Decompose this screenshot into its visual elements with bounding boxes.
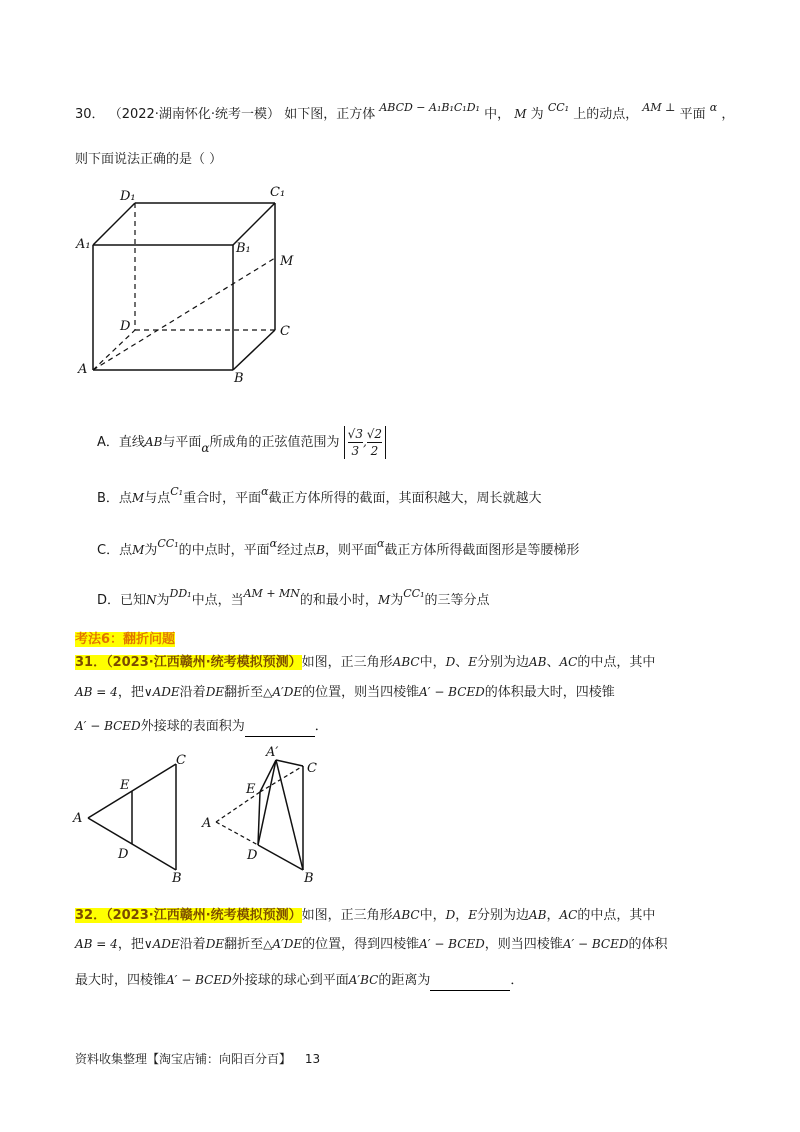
q30-line1 xyxy=(75,101,735,125)
option-text: ，则平面 xyxy=(324,543,377,558)
option-text: 中点，当 xyxy=(191,593,244,608)
var-b: B xyxy=(316,543,325,557)
label-d: D xyxy=(247,848,258,863)
var-alpha: α xyxy=(261,485,269,498)
var-cc1: CC₁ xyxy=(403,587,425,600)
q30-number: 30． xyxy=(75,107,105,122)
option-text: 为 xyxy=(144,543,158,558)
var-ab: AB xyxy=(529,655,547,669)
var-triangle: △A′DE xyxy=(263,685,303,699)
edge-db xyxy=(258,845,303,870)
option-text: 的中点时，平面 xyxy=(178,543,270,558)
frac-num: √2 xyxy=(366,427,383,441)
q31-text: 如图，正三角形 xyxy=(301,655,393,670)
option-text: 所成角的正弦值范围为 xyxy=(209,435,340,450)
edge-ad-dashed xyxy=(216,822,258,845)
var-de: DE xyxy=(205,685,225,699)
label-b: B xyxy=(234,371,244,385)
option-text: 与点 xyxy=(144,491,171,506)
frac-num: √3 xyxy=(347,427,363,441)
q32-text: 如图，正三角形 xyxy=(301,908,393,923)
expr-ab-eq-4: AB = 4 xyxy=(75,685,118,699)
var-plane-apbc: A′BC xyxy=(348,973,379,987)
var-alpha: α xyxy=(376,537,385,550)
label-a: A xyxy=(78,362,88,377)
q32-text: 最大时，四棱锥 xyxy=(75,973,167,988)
q30-text: ， xyxy=(721,107,735,122)
option-text: A．直线 xyxy=(97,435,145,450)
q32-text: 沿着 xyxy=(179,937,206,952)
frac-den: 2 xyxy=(370,444,379,458)
var-alpha: α xyxy=(201,441,210,455)
var-pyramid: A′ − BCED xyxy=(419,937,485,951)
q32-text: ，则当四棱锥 xyxy=(484,937,563,952)
var-e: E xyxy=(468,655,477,669)
cube-name: ABCD − A₁B₁C₁D₁ xyxy=(379,101,480,114)
answer-blank[interactable] xyxy=(245,723,315,737)
label-a: A xyxy=(202,816,212,831)
var-m: M xyxy=(514,107,527,121)
edge-apd xyxy=(258,760,276,845)
section-title: 考法6：翻折问题 xyxy=(75,632,176,647)
q30-text: 中， xyxy=(484,107,511,122)
var-e: E xyxy=(468,908,477,922)
label-a1: A₁ xyxy=(76,237,91,252)
range-bracket: $\frac{√3}{3}$ , $\frac{√2}{2}$ xyxy=(344,426,386,459)
label-d: D xyxy=(118,847,129,862)
var-triangle: △A′DE xyxy=(263,937,303,951)
q31-line2 xyxy=(75,682,615,703)
q31-number: 31． xyxy=(75,655,107,670)
q32-number: 32． xyxy=(75,908,107,923)
var-m: M xyxy=(377,593,391,607)
q32-line1 xyxy=(75,905,655,926)
q32-text: ， xyxy=(455,908,469,923)
var-pyramid: A′ − BCED xyxy=(75,719,141,733)
q32-text: 的中点，其中 xyxy=(577,908,656,923)
edge-apb xyxy=(276,760,303,870)
edge-apc xyxy=(276,760,303,766)
label-c: C xyxy=(307,761,317,776)
q31-text: 、 xyxy=(546,655,560,670)
option-text: B．点 xyxy=(97,491,132,506)
label-d1: D₁ xyxy=(120,189,136,204)
edge-bc xyxy=(233,330,275,370)
expr-am-plus-mn: AM + MN xyxy=(243,587,300,600)
label-c1: C₁ xyxy=(270,185,286,200)
segment-am xyxy=(93,258,275,370)
q31-text: 分别为边 xyxy=(476,655,529,670)
q30-option-d xyxy=(97,587,490,611)
option-text: 重合时，平面 xyxy=(183,491,262,506)
q32-text: ，把 xyxy=(117,937,144,952)
option-text: 的和最小时， xyxy=(299,593,378,608)
var-cc1: CC₁ xyxy=(157,537,179,550)
var-m: M xyxy=(132,543,145,557)
q30-option-c xyxy=(97,537,580,561)
q30-option-b xyxy=(97,485,542,509)
var-de: DE xyxy=(205,937,225,951)
label-c: C xyxy=(280,324,290,339)
var-ac: AC xyxy=(559,908,578,922)
label-c: C xyxy=(176,753,186,768)
var-m: M xyxy=(131,491,145,505)
expr-am-perp: AM ⊥ xyxy=(642,101,676,114)
triangle-figure xyxy=(70,750,195,885)
option-text: 与平面 xyxy=(162,435,202,450)
var-abc: ABC xyxy=(392,908,420,922)
section-heading xyxy=(75,630,175,650)
q30-text: 为 xyxy=(530,107,544,122)
q30-text: 上的动点， xyxy=(573,107,639,122)
option-text: C．点 xyxy=(97,543,133,558)
option-text: 的三等分点 xyxy=(424,593,490,608)
label-a: A xyxy=(73,811,83,826)
var-dd1: DD₁ xyxy=(169,587,192,600)
q32-text: 翻折至 xyxy=(224,937,264,952)
option-text: D．已知 xyxy=(97,593,147,608)
q30-line2: 则下面说法正确的是（ ） xyxy=(75,152,223,167)
label-e: E xyxy=(120,778,130,793)
q31-line1 xyxy=(75,652,655,673)
frac-den: 3 xyxy=(351,444,360,458)
var-cc1: CC₁ xyxy=(547,101,570,114)
q30-text: 平面 xyxy=(679,107,706,122)
label-b1: B₁ xyxy=(236,241,251,256)
q32-text: 的体积 xyxy=(628,937,668,952)
q32-text: ， xyxy=(546,908,560,923)
q31-text: ． xyxy=(314,719,328,734)
q32-line3 xyxy=(75,970,523,991)
q30-source: （2022·湖南怀化·统考一模） xyxy=(108,107,281,122)
q31-text: 、 xyxy=(455,655,469,670)
q31-text: 的位置，则当四棱锥 xyxy=(302,685,420,700)
q30-text: 如下图，正方体 xyxy=(284,107,376,122)
var-ab: AB xyxy=(529,908,547,922)
var-ab: AB xyxy=(144,435,163,449)
var-pyramid: A′ − BCED xyxy=(166,973,232,987)
footer-text: 资料收集整理【淘宝店铺：向阳百分百】 xyxy=(75,1052,292,1066)
cube-figure xyxy=(70,180,310,385)
q32-text: 中， xyxy=(419,908,446,923)
label-b: B xyxy=(172,871,182,885)
fraction-sqrt2-over-2 xyxy=(367,426,382,459)
q31-text: 外接球的表面积为 xyxy=(140,719,245,734)
option-text: 为 xyxy=(390,593,404,608)
q31-source: （2023·江西赣州·统考模拟预测） xyxy=(106,655,302,670)
edge-ad-hidden xyxy=(93,330,135,370)
var-pyramid: A′ − BCED xyxy=(419,685,485,699)
q32-text: 的位置，得到四棱锥 xyxy=(302,937,420,952)
page-number: 13 xyxy=(304,1052,321,1066)
page-footer xyxy=(75,1050,320,1067)
q32-text: 的距离为 xyxy=(378,973,431,988)
answer-blank[interactable] xyxy=(430,977,510,991)
q31-text: ，把 xyxy=(117,685,144,700)
q31-text: 中， xyxy=(419,655,446,670)
q31-text: 的体积最大时，四棱锥 xyxy=(484,685,615,700)
q31-text: 的中点，其中 xyxy=(577,655,656,670)
q32-line2 xyxy=(75,934,668,955)
edge-b1c1 xyxy=(233,203,275,245)
var-abc: ABC xyxy=(392,655,420,669)
label-e: E xyxy=(246,782,256,797)
q32-text: ． xyxy=(510,973,524,988)
option-text: 为 xyxy=(156,593,170,608)
var-ade: ∨ADE xyxy=(143,937,180,951)
q30-option-a xyxy=(97,426,386,459)
edge-a1d1 xyxy=(93,203,135,245)
option-text: 截正方体所得截面图形是等腰梯形 xyxy=(384,543,580,558)
q32-text: 外接球的球心到平面 xyxy=(231,973,349,988)
q31-line3 xyxy=(75,716,328,737)
var-ade: ∨ADE xyxy=(143,685,180,699)
q31-text: 翻折至 xyxy=(224,685,264,700)
label-b: B xyxy=(304,871,314,886)
var-d: D xyxy=(445,655,456,669)
var-pyramid: A′ − BCED xyxy=(562,937,629,951)
var-c1: C₁ xyxy=(170,485,184,498)
option-text: 经过点 xyxy=(277,543,317,558)
label-d: D xyxy=(120,319,131,334)
option-text: 截正方体所得的截面，其面积越大，周长就越大 xyxy=(268,491,542,506)
var-d: D xyxy=(445,908,456,922)
label-m: M xyxy=(280,254,294,269)
q32-text: 分别为边 xyxy=(476,908,529,923)
expr-ab-eq-4: AB = 4 xyxy=(75,937,118,951)
var-alpha: α xyxy=(269,537,278,550)
fraction-sqrt3-over-3 xyxy=(348,426,363,459)
label-a-prime: A′ xyxy=(266,745,279,760)
q32-source: （2023·江西赣州·统考模拟预测） xyxy=(106,908,302,923)
var-ac: AC xyxy=(559,655,578,669)
folded-pyramid-figure xyxy=(200,742,330,887)
var-n: N xyxy=(146,593,157,607)
var-alpha: α xyxy=(709,101,718,114)
q31-text: 沿着 xyxy=(179,685,206,700)
